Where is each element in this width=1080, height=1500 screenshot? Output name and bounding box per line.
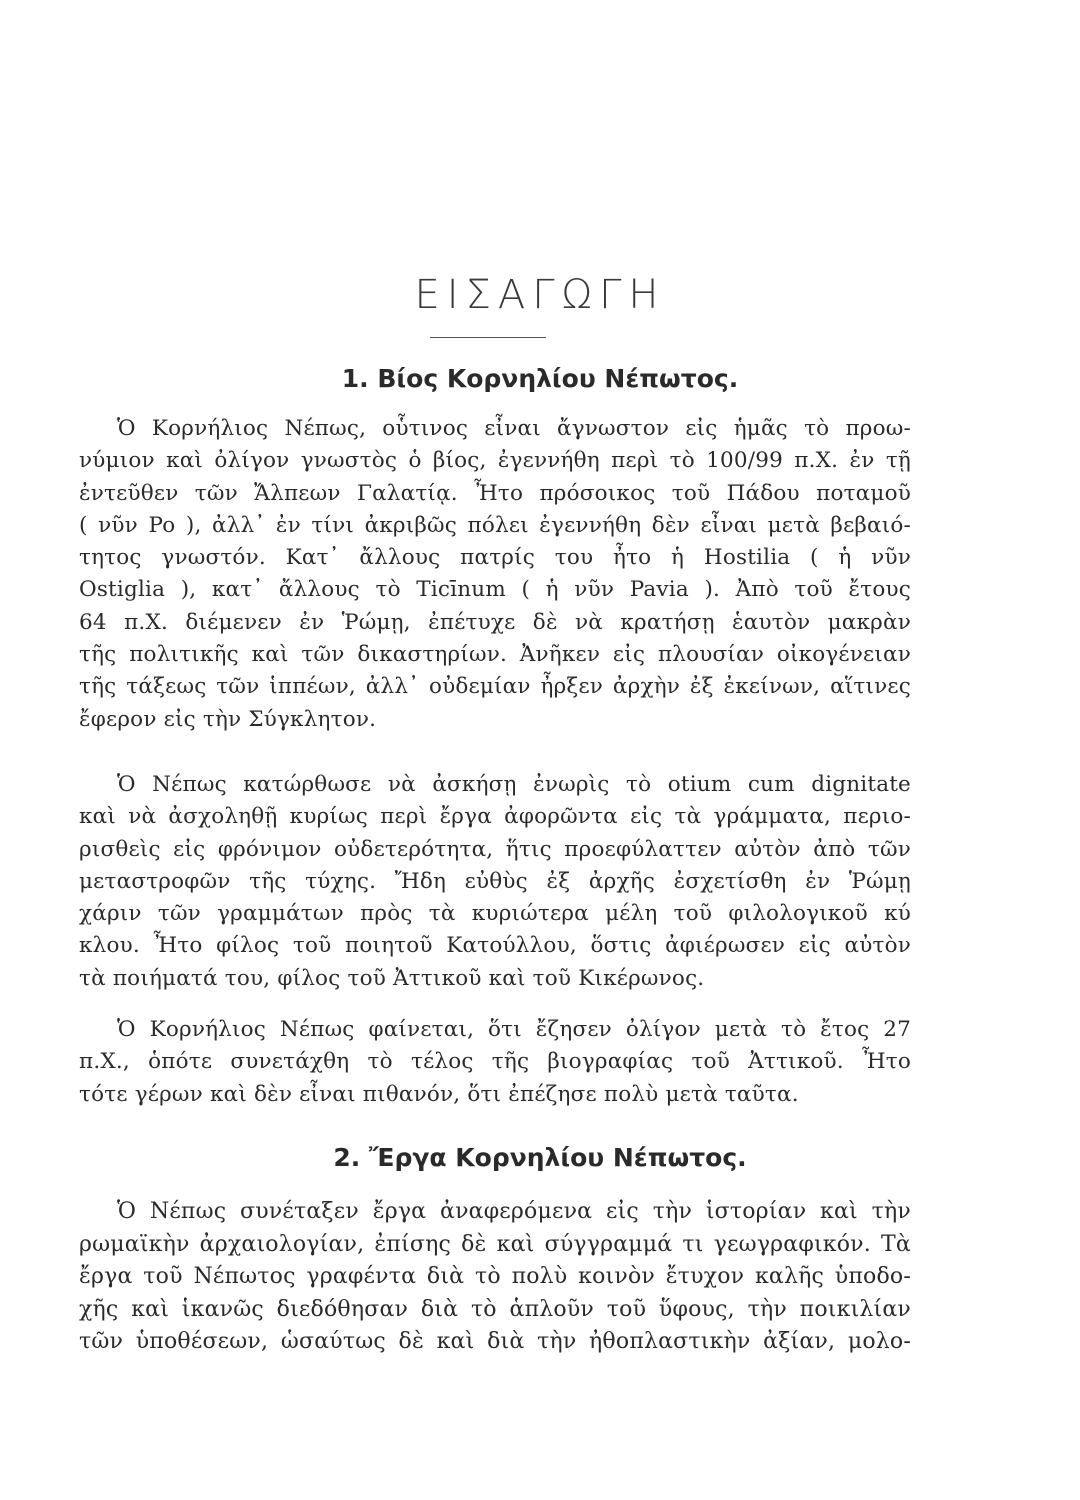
text-line: τῆς τάξεως τῶν ἱππέων, ἀλλ᾽ οὐδεμίαν ἦρξεν ἀρχὴν ἐξ ἐκείνων, αἵτινες: [79, 674, 911, 700]
text-line: ἔργα τοῦ Νέπωτος γραφέντα διὰ τὸ πολὺ κοινὸν ἔτυχον καλῆς ὑποδο-: [79, 1264, 911, 1290]
paragraph-3: [79, 1014, 911, 1111]
text-line: 64 π.Χ. διέμενεν ἐν Ῥώμῃ, ἐπέτυχε δὲ νὰ κρατήσῃ ἑαυτὸν μακρὰν: [79, 609, 911, 635]
paragraph-2: [79, 769, 911, 995]
title-underline: [430, 337, 546, 338]
text-line: τητος γνωστόν. Κατ᾽ ἄλλους πατρίς του ἦτο ἡ Hostilia ( ἡ νῦν: [79, 545, 911, 571]
text-line: τὰ ποιήματά του, φίλος τοῦ Ἀττικοῦ καὶ τοῦ Κικέρωνος.: [79, 965, 705, 991]
text-line: ἔφερον εἰς τὴν Σύγκλητον.: [79, 706, 377, 732]
text-line: ( νῦν Po ), ἀλλ᾽ ἐν τίνι ἀκριβῶς πόλει ἐγεννήθη δὲν εἶναι μετὰ βεβαιό-: [79, 512, 911, 538]
text-line: ἐντεῦθεν τῶν Ἄλπεων Γαλατίᾳ. Ἦτο πρόσοικος τοῦ Πάδου ποταμοῦ: [79, 480, 911, 506]
text-line: χάριν τῶν γραμμάτων πρὸς τὰ κυριώτερα μέλη τοῦ φιλολογικοῦ κύ: [79, 901, 911, 927]
text-line: Ὁ Νέπως κατώρθωσε νὰ ἀσκήσῃ ἐνωρὶς τὸ otium cum dignitate: [117, 772, 911, 797]
paragraph-1: [79, 413, 911, 736]
text-line: νύμιον καὶ ὀλίγον γνωστὸς ὁ βίος, ἐγεννήθη περὶ τὸ 100/99 π.Χ. ἐν τῇ: [79, 448, 911, 474]
page-title: ΕΙΣΑΓΩΓΗ: [414, 272, 666, 318]
text-line: τότε γέρων καὶ δὲν εἶναι πιθανόν, ὅτι ἐπέζησε πολὺ μετὰ ταῦτα.: [79, 1081, 799, 1107]
text-line: τῆς πολιτικῆς καὶ τῶν δικαστηρίων. Ἀνῆκεν εἰς πλουσίαν οἰκογένειαν: [79, 642, 911, 668]
text-line: κλου. Ἦτο φίλος τοῦ ποιητοῦ Κατούλλου, ὅστις ἀφιέρωσεν εἰς αὐτὸν: [79, 933, 911, 959]
text-line: π.Χ., ὁπότε συνετάχθη τὸ τέλος τῆς βιογραφίας τοῦ Ἀττικοῦ. Ἦτο: [79, 1049, 911, 1075]
section-heading-2: 2. Ἔργα Κορνηλίου Νέπωτος.: [333, 1143, 747, 1172]
paragraph-4: [79, 1196, 911, 1359]
section-heading-1: 1. Βίος Κορνηλίου Νέπωτος.: [341, 364, 739, 393]
text-line: μεταστροφῶν τῆς τύχης. Ἤδη εὐθὺς ἐξ ἀρχῆς ἐσχετίσθη ἐν Ῥώμῃ: [79, 868, 911, 894]
text-line: ρισθεὶς εἰς φρόνιμον οὐδετερότητα, ἥτις προεφύλαττεν αὐτὸν ἀπὸ τῶν: [79, 836, 911, 862]
text-line: ρωμαϊκὴν ἀρχαιολογίαν, ἐπίσης δὲ καὶ σύγγραμμά τι γεωγραφικόν. Τὰ: [79, 1231, 911, 1257]
text-line: καὶ νὰ ἀσχοληθῇ κυρίως περὶ ἔργα ἀφορῶντα εἰς τὰ γράμματα, περιο-: [79, 804, 911, 830]
text-line: Ὁ Κορνήλιος Νέπως φαίνεται, ὅτι ἔζησεν ὀλίγον μετὰ τὸ ἔτος 27: [117, 1017, 911, 1042]
text-line: χῆς καὶ ἱκανῶς διεδόθησαν διὰ τὸ ἁπλοῦν τοῦ ὕφους, τὴν ποικιλίαν: [79, 1296, 911, 1322]
text-line: Ὁ Νέπως συνέταξεν ἔργα ἀναφερόμενα εἰς τὴν ἱστορίαν καὶ τὴν: [117, 1199, 911, 1224]
text-line: τῶν ὑποθέσεων, ὡσαύτως δὲ καὶ διὰ τὴν ἠθοπλαστικὴν ἀξίαν, μολο-: [79, 1329, 911, 1355]
text-line: Ὁ Κορνήλιος Νέπως, οὗτινος εἶναι ἄγνωστον εἰς ἡμᾶς τὸ προω-: [117, 416, 911, 441]
text-line: Ostiglia ), κατ᾽ ἄλλους τὸ Ticīnum ( ἡ νῦν Pavia ). Ἀπὸ τοῦ ἔτους: [79, 577, 911, 603]
